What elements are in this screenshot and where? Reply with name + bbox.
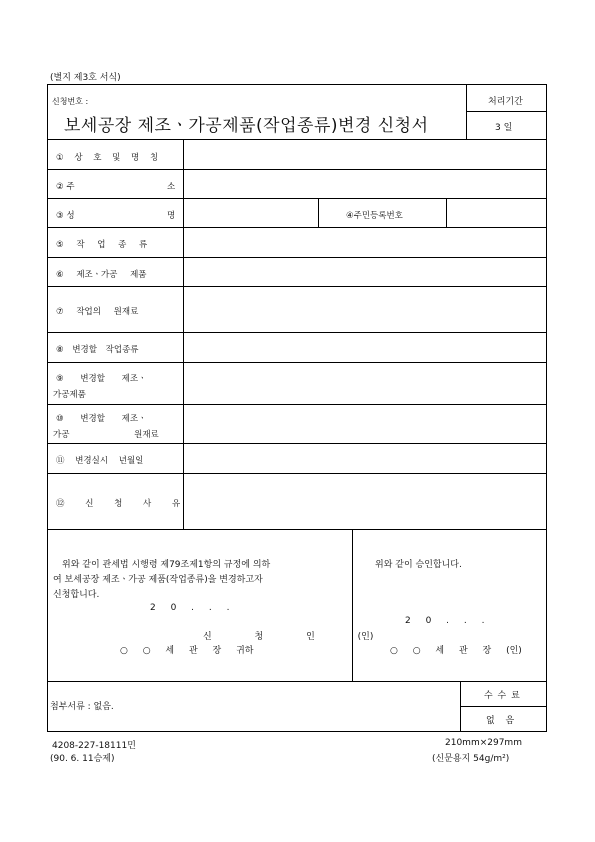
- new-materials-input[interactable]: [186, 406, 546, 443]
- field-label-company-name: ① 상 호 및 명 칭: [56, 153, 159, 163]
- right-statement-line1: 위와 같이 승인합니다.: [375, 560, 462, 570]
- footer-size: 210mm×297mm: [445, 738, 522, 748]
- field-label-new-products-a: ⑨ 변경할 제조ㆍ: [56, 374, 147, 384]
- row-line: [47, 227, 547, 228]
- left-statement-date: 2 0 . . .: [150, 603, 230, 613]
- field-label-new-work-type: ⑧ 변경할 작업종류: [56, 345, 139, 355]
- field-label-new-products-b: 가공제품: [53, 390, 86, 400]
- row-line: [47, 198, 547, 199]
- left-statement-line1: 위와 같이 관세법 시행령 제79조제1항의 규정에 의하: [62, 560, 271, 570]
- field-label-name-a: ③ 성: [56, 211, 75, 221]
- processing-period-label: 처리기간: [488, 97, 523, 107]
- new-products-input[interactable]: [186, 364, 546, 404]
- left-statement-addressee: ○ ○ 세 관 장 귀하: [120, 646, 254, 656]
- field-label-change-date: ⑪ 변경실시 년월일: [56, 456, 144, 466]
- statement-divider: [352, 529, 353, 681]
- field-label-new-materials-b: 가공 원재료: [53, 430, 159, 440]
- raw-materials-input[interactable]: [186, 288, 546, 332]
- right-statement-date: 2 0 . . .: [405, 616, 485, 626]
- attachments-top-line: [47, 681, 547, 682]
- left-statement-line3: 신청합니다.: [53, 590, 100, 600]
- resident-number-input[interactable]: [449, 200, 547, 227]
- company-name-input[interactable]: [186, 141, 546, 168]
- cell-divider: [318, 198, 319, 227]
- row-line: [47, 404, 547, 405]
- row-line: [47, 443, 547, 444]
- row-line: [47, 286, 547, 287]
- header-bottom-line: [47, 139, 547, 140]
- work-type-input[interactable]: [186, 229, 546, 257]
- new-work-type-input[interactable]: [186, 334, 546, 362]
- field-label-raw-materials: ⑦ 작업의 원재료: [56, 307, 139, 317]
- fee-divider-horizontal: [460, 706, 547, 707]
- name-input[interactable]: [186, 200, 318, 227]
- processing-period-value: 3 일: [495, 123, 513, 133]
- field-label-work-type: ⑤ 작 업 종 류: [56, 240, 148, 250]
- field-label-address-b: 소: [167, 182, 176, 192]
- address-input[interactable]: [186, 171, 546, 198]
- header-period-divider: [466, 111, 547, 112]
- reason-input[interactable]: [186, 475, 546, 530]
- row-line: [47, 257, 547, 258]
- footer-paper: (신문용지 54g/m²): [432, 754, 510, 764]
- row-line: [47, 362, 547, 363]
- attachments-label: 첨부서류 : 없음.: [50, 702, 114, 712]
- footer-code: 4208-227-18111민: [52, 741, 136, 751]
- row-line: [47, 332, 547, 333]
- form-title: 보세공장 제조ㆍ가공제품(작업종류)변경 신청서: [64, 116, 429, 136]
- field-label-resident-number: ④주민등록번호: [346, 211, 403, 221]
- field-label-reason: ⑫ 신 청 사 유: [56, 499, 181, 509]
- fee-value: 없 음: [486, 716, 515, 726]
- field-label-name-b: 명: [167, 211, 176, 221]
- application-number-label: 신청번호 :: [52, 97, 89, 106]
- fee-label: 수 수 료: [484, 691, 520, 701]
- row-line: [47, 473, 547, 474]
- form-number: (별지 제3호 서식): [50, 73, 121, 83]
- field-label-new-materials-a: ⑩ 변경할 제조ㆍ: [56, 414, 147, 424]
- cell-divider: [446, 198, 447, 227]
- field-label-address-a: ② 주: [56, 182, 75, 192]
- row-line: [47, 169, 547, 170]
- field-label-products: ⑥ 제조ㆍ가공 제품: [56, 270, 147, 280]
- footer-date: (90. 6. 11승제): [50, 754, 115, 764]
- products-input[interactable]: [186, 259, 546, 286]
- right-statement-signer: ○ ○ 세 관 장 (인): [390, 646, 522, 656]
- change-date-input[interactable]: [186, 445, 546, 473]
- left-statement-applicant: 신 청 인 (인): [203, 632, 374, 642]
- left-statement-line2: 여 보세공장 제조ㆍ가공 제품(작업종류)을 변경하고자: [53, 575, 263, 585]
